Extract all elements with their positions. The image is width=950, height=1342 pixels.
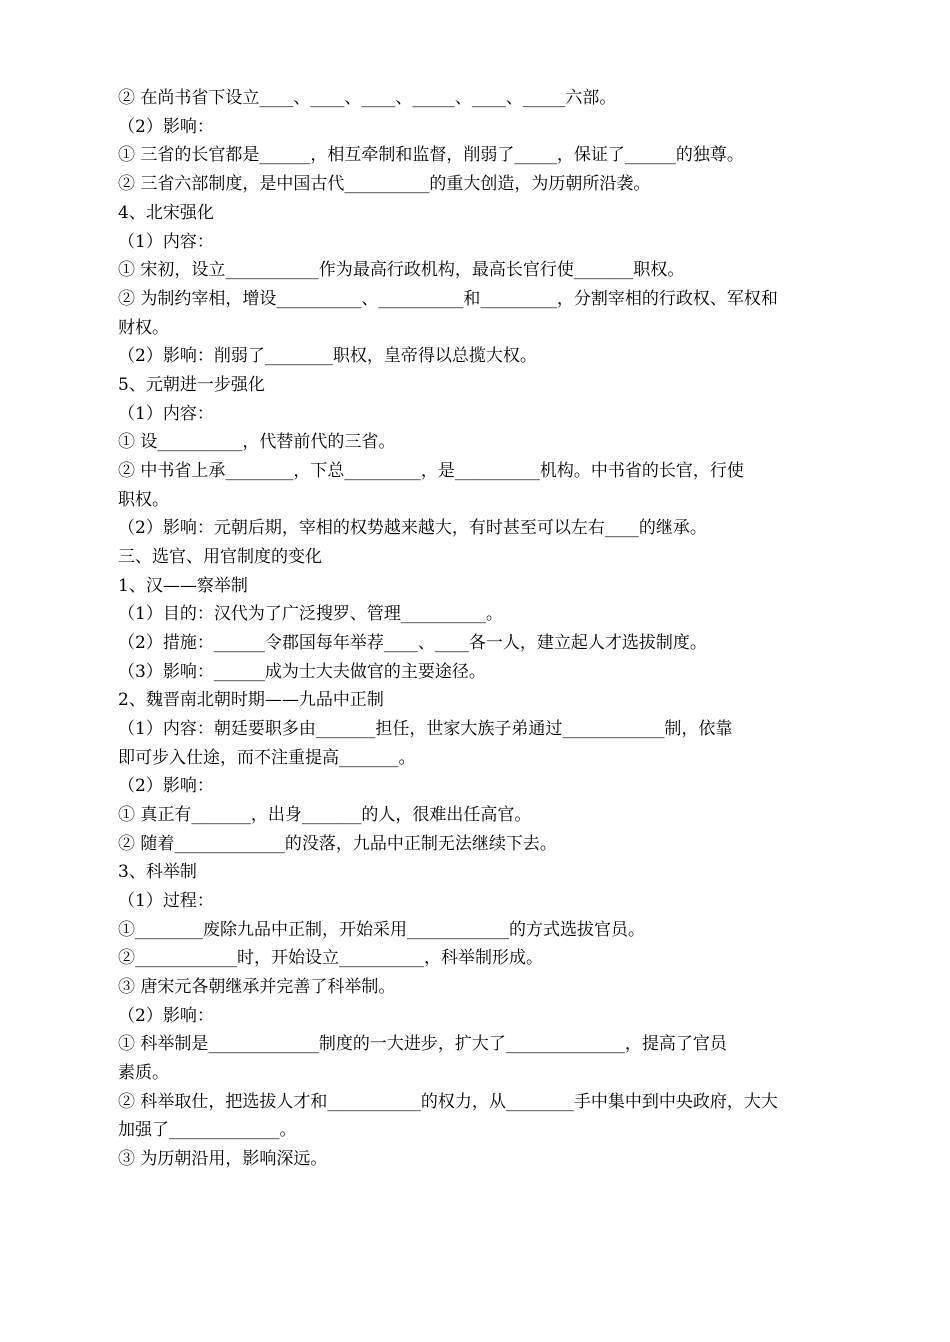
section-heading: 3、科举制 (118, 862, 197, 882)
text-line: （1）内容：朝廷要职多由_______担任，世家大族子弟通过____________制，依靠 (118, 719, 733, 739)
section-heading: 5、元朝进一步强化 (118, 375, 265, 395)
text-line: ②____________时，开始设立__________，科举制形成。 (118, 948, 543, 968)
text-line: ② 科举取仕，把选拔人才和___________的权力，从________手中集中到中央政府，大大 (118, 1092, 778, 1112)
text-line: ② 三省六部制度，是中国古代__________的重大创造，为历朝所沿袭。 (118, 174, 651, 194)
section-heading: 2、魏晋南北朝时期——九品中正制 (118, 690, 384, 710)
text-line: （3）影响：______成为士大夫做官的主要途径。 (118, 662, 486, 682)
text-line: （2）措施：______令郡国每年举荐____、____各一人，建立起人才选拔制度。 (118, 633, 707, 653)
text-line: （1）目的：汉代为了广泛搜罗、管理__________。 (118, 604, 503, 624)
text-line: （1）内容： (118, 404, 214, 424)
text-line: ① 科举制是_____________制度的一大进步，扩大了______________，提高了官员 (118, 1034, 727, 1054)
text-line: （2）影响： (118, 1006, 214, 1026)
text-line: （1）内容： (118, 232, 214, 252)
text-line: ② 随着_____________的没落，九品中正制无法继续下去。 (118, 834, 557, 854)
text-line: ① 设__________，代替前代的三省。 (118, 432, 396, 452)
text-line: ② 为制约宰相，增设__________、__________和_________，分割宰相的行政权、军权和 (118, 289, 778, 309)
text-line: ① 真正有_______，出身_______的人，很难出任高官。 (118, 805, 532, 825)
text-line: （2）影响：削弱了________职权，皇帝得以总揽大权。 (118, 346, 537, 366)
text-line: 即可步入仕途，而不注重提高_______。 (118, 748, 416, 768)
text-line: （2）影响： (118, 776, 214, 796)
text-line: （2）影响： (118, 117, 214, 137)
text-line: ③ 为历朝沿用，影响深远。 (118, 1149, 328, 1169)
text-line: ② 在尚书省下设立____、____、____、_____、____、_____六部。 (118, 88, 617, 108)
text-line: 素质。 (118, 1063, 169, 1083)
text-line: 财权。 (118, 318, 169, 338)
text-line: ① 三省的长官都是______，相互牵制和监督，削弱了_____，保证了______的独尊。 (118, 145, 744, 165)
section-heading: 4、北宋强化 (118, 203, 214, 223)
text-line: 职权。 (118, 490, 169, 510)
text-line: ③ 唐宋元各朝继承并完善了科举制。 (118, 977, 396, 997)
text-line: （1）过程： (118, 891, 214, 911)
text-line: ①________废除九品中正制，开始采用____________的方式选拔官员。 (118, 920, 645, 940)
text-line: ① 宋初，设立___________作为最高行政机构，最高长官行使_______职权。 (118, 260, 685, 280)
chapter-heading: 三、选官、用官制度的变化 (118, 547, 322, 567)
section-heading: 1、汉——察举制 (118, 576, 248, 596)
text-line: ② 中书省上承________，下总_________，是__________机构。中书省的长官，行使 (118, 461, 744, 481)
text-line: 加强了_____________。 (118, 1120, 297, 1140)
text-line: （2）影响：元朝后期，宰相的权势越来越大，有时甚至可以左右____的继承。 (118, 518, 707, 538)
